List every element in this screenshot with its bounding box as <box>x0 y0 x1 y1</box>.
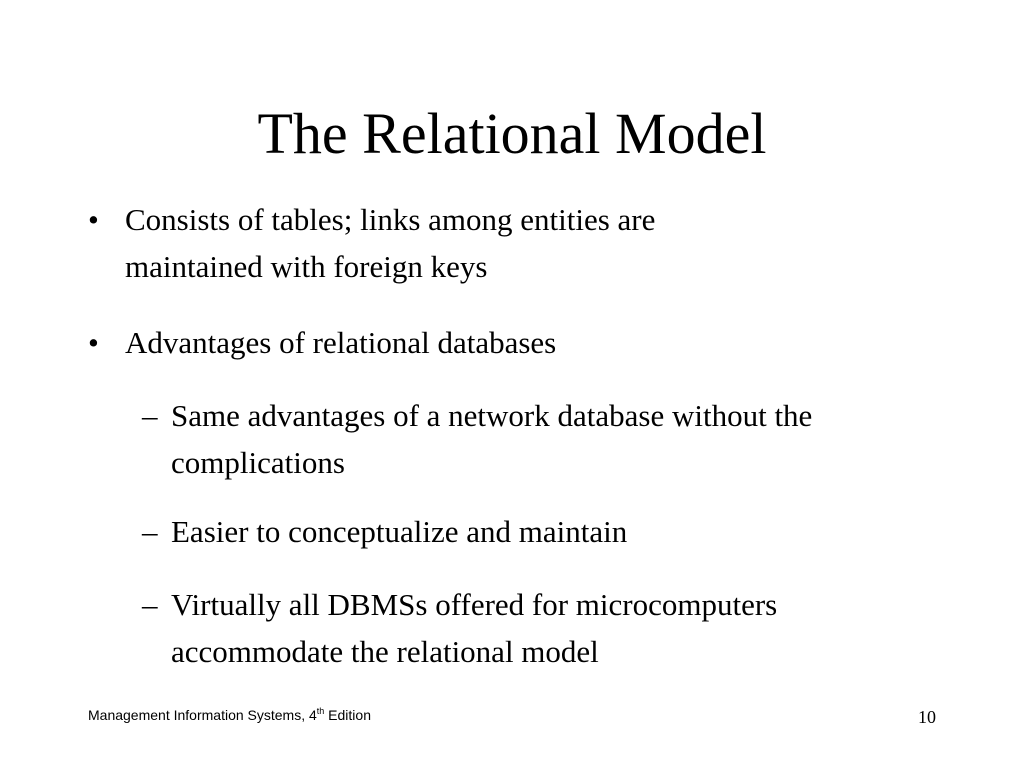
page-number: 10 <box>918 707 936 727</box>
slide-title: The Relational Model <box>257 101 767 166</box>
sub-bullet-text-line: Same advantages of a network database without the <box>171 398 813 433</box>
bullet-text-line: Advantages of relational databases <box>125 325 557 360</box>
footer-title-text: Management Information Systems, 4 <box>88 707 317 723</box>
sub-bullet-marker: – <box>142 398 158 433</box>
sub-bullet-text-line: complications <box>171 445 345 480</box>
sub-bullet-text-line: Virtually all DBMSs offered for microcomputers <box>171 587 778 622</box>
sub-bullet-marker: – <box>142 514 158 549</box>
sub-bullet-text-line: accommodate the relational model <box>171 634 599 669</box>
footer-superscript: th <box>316 706 325 716</box>
bullet-text-line: maintained with foreign keys <box>125 249 488 284</box>
bullet-item <box>88 196 988 290</box>
bullet-marker: • <box>88 202 99 237</box>
sub-bullet-text-line: Easier to conceptualize and maintain <box>171 514 628 549</box>
sub-bullet-marker: – <box>142 587 158 622</box>
bullet-marker: • <box>88 325 99 360</box>
footer-book-title <box>88 706 371 724</box>
sub-bullet-item <box>142 508 1002 555</box>
bullet-item <box>88 319 988 366</box>
bullet-text-line: Consists of tables; links among entities are <box>125 202 656 237</box>
sub-bullet-item <box>142 581 1002 675</box>
footer-edition-text: Edition <box>324 707 371 723</box>
sub-bullet-item <box>142 392 1002 486</box>
